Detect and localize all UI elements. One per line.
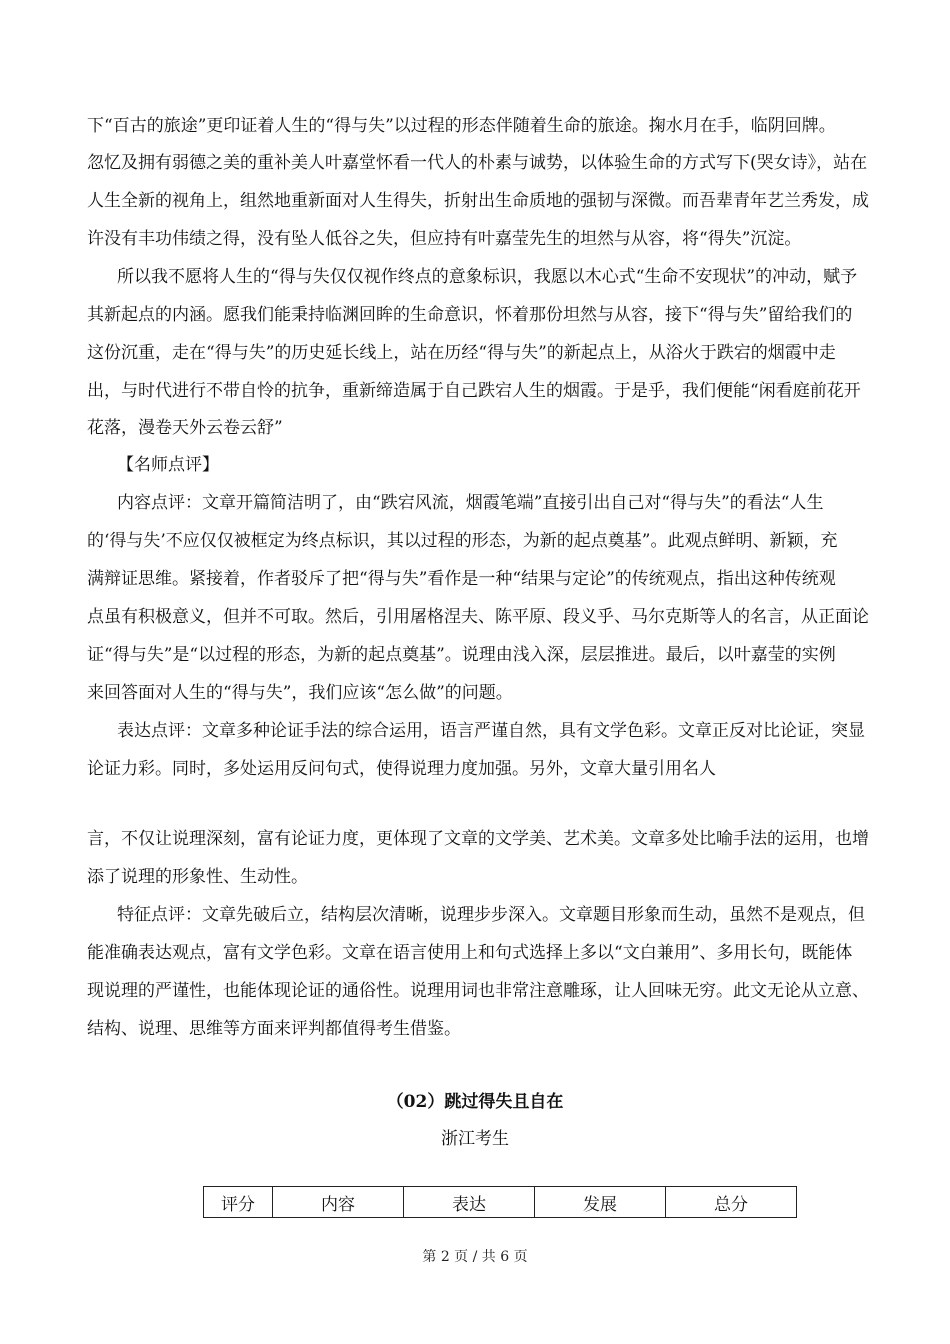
feature-review-line-1: 特征点评：文章先破后立，结构层次清晰，说理步步深入。文章题目形象而生动，虽然不是观点，但 — [117, 905, 865, 925]
paragraph-1-line-2: 忽忆及拥有弱德之美的重补美人叶嘉堂怀看一代人的朴素与诚势，以体验生命的方式写下(哭女诗》，站在 — [87, 153, 868, 173]
score-table — [203, 1186, 797, 1218]
expression-review-line-3: 言，不仅让说理深刻，富有论证力度，更体现了文章的文学美、艺术美。文章多处比喻手法的运用，也增 — [87, 829, 869, 849]
score-header-cell: 发展 — [535, 1187, 666, 1218]
paragraph-2-line-5: 花落，漫卷天外云卷云舒” — [87, 418, 283, 438]
score-header-cell: 表达 — [404, 1187, 535, 1218]
section-heading: 【名师点评】 — [117, 455, 219, 475]
paragraph-1-line-4: 许没有丰功伟绩之得，没有坠人低谷之失，但应持有叶嘉莹先生的坦然与从容，将“得失”沉淀。 — [87, 229, 802, 249]
expression-review-line-2: 论证力彩。同时，多处运用反问句式，使得说理力度加强。另外，文章大量引用名人 — [87, 759, 716, 779]
score-header-cell: 总分 — [666, 1187, 797, 1218]
page-footer: 第 2 页 / 共 6 页 — [422, 1249, 528, 1265]
paragraph-2-line-1: 所以我不愿将人生的“得与失仅仅视作终点的意象标识，我愿以木心式“生命不安现状”的冲动，赋予 — [117, 267, 858, 287]
expression-review-line-1: 表达点评：文章多种论证手法的综合运用，语言严谨自然，具有文学色彩。文章正反对比论证，突显 — [117, 721, 865, 741]
content-review-line-4: 点虽有积极意义，但并不可取。然后，引用屠格涅夫、陈平原、段义乎、马尔克斯等人的名言，从正面论 — [87, 607, 869, 627]
paragraph-2-line-3: 这份沉重，走在“得与失”的历史延长线上，站在历经“得与失”的新起点上，从浴火于跌宕的烟霞中走 — [87, 343, 836, 363]
feature-review-line-2: 能准确表达观点，富有文学色彩。文章在语言使用上和句式选择上多以“文白兼用”、多用长句，既能体 — [87, 943, 853, 963]
content-review-line-5: 证“得与失”是“以过程的形态，为新的起点奠基”。说理由浅入深，层层推进。最后，以叶嘉莹的实例 — [87, 645, 836, 665]
content-review-line-2: 的‘得与失’不应仅仅被框定为终点标识，其以过程的形态，为新的起点奠基”。此观点鲜明、新颖，充 — [87, 531, 838, 551]
score-header-cell: 内容 — [273, 1187, 404, 1218]
feature-review-line-3: 现说理的严谨性，也能体现论证的通俗性。说理用词也非常注意雕琢，让人回味无穷。此文无论从立意、 — [87, 981, 869, 1001]
essay-title: （02）跳过得失且自在 — [386, 1092, 564, 1112]
score-header-cell: 评分 — [204, 1187, 273, 1218]
essay-author: 浙江考生 — [441, 1129, 509, 1149]
paragraph-1-line-1: 下“百古的旅途”更印证着人生的“得与失”以过程的形态伴随着生命的旅途。掬水月在手，临阴回牌。 — [87, 116, 836, 136]
paragraph-1-line-3: 人生全新的视角上，组然地重新面对人生得失，折射出生命质地的强韧与深微。而吾辈青年艺兰秀发，成 — [87, 191, 869, 211]
content-review-line-6: 来回答面对人生的“得与失”，我们应该“怎么做”的问题。 — [87, 683, 513, 703]
expression-review-line-4: 添了说理的形象性、生动性。 — [87, 867, 308, 887]
score-table-header-row — [204, 1187, 797, 1218]
paragraph-2-line-2: 其新起点的内涵。愿我们能秉持临渊回眸的生命意识，怀着那份坦然与从容，接下“得与失”留给我们的 — [87, 305, 853, 325]
paragraph-2-line-4: 出，与时代进行不带自怜的抗争，重新缔造属于自己跌宕人生的烟霞。于是乎，我们便能“闲看庭前花开 — [87, 381, 861, 401]
content-review-line-3: 满辩证思维。紧接着，作者驳斥了把“得与失”看作是一种“结果与定论”的传统观点，指出这种传统观 — [87, 569, 836, 589]
feature-review-line-4: 结构、说理、思维等方面来评判都值得考生借鉴。 — [87, 1019, 461, 1039]
content-review-line-1: 内容点评：文章开篇简洁明了，由“跌宕风流，烟霞笔端”直接引出自己对“得与失”的看法“人生 — [117, 493, 824, 513]
